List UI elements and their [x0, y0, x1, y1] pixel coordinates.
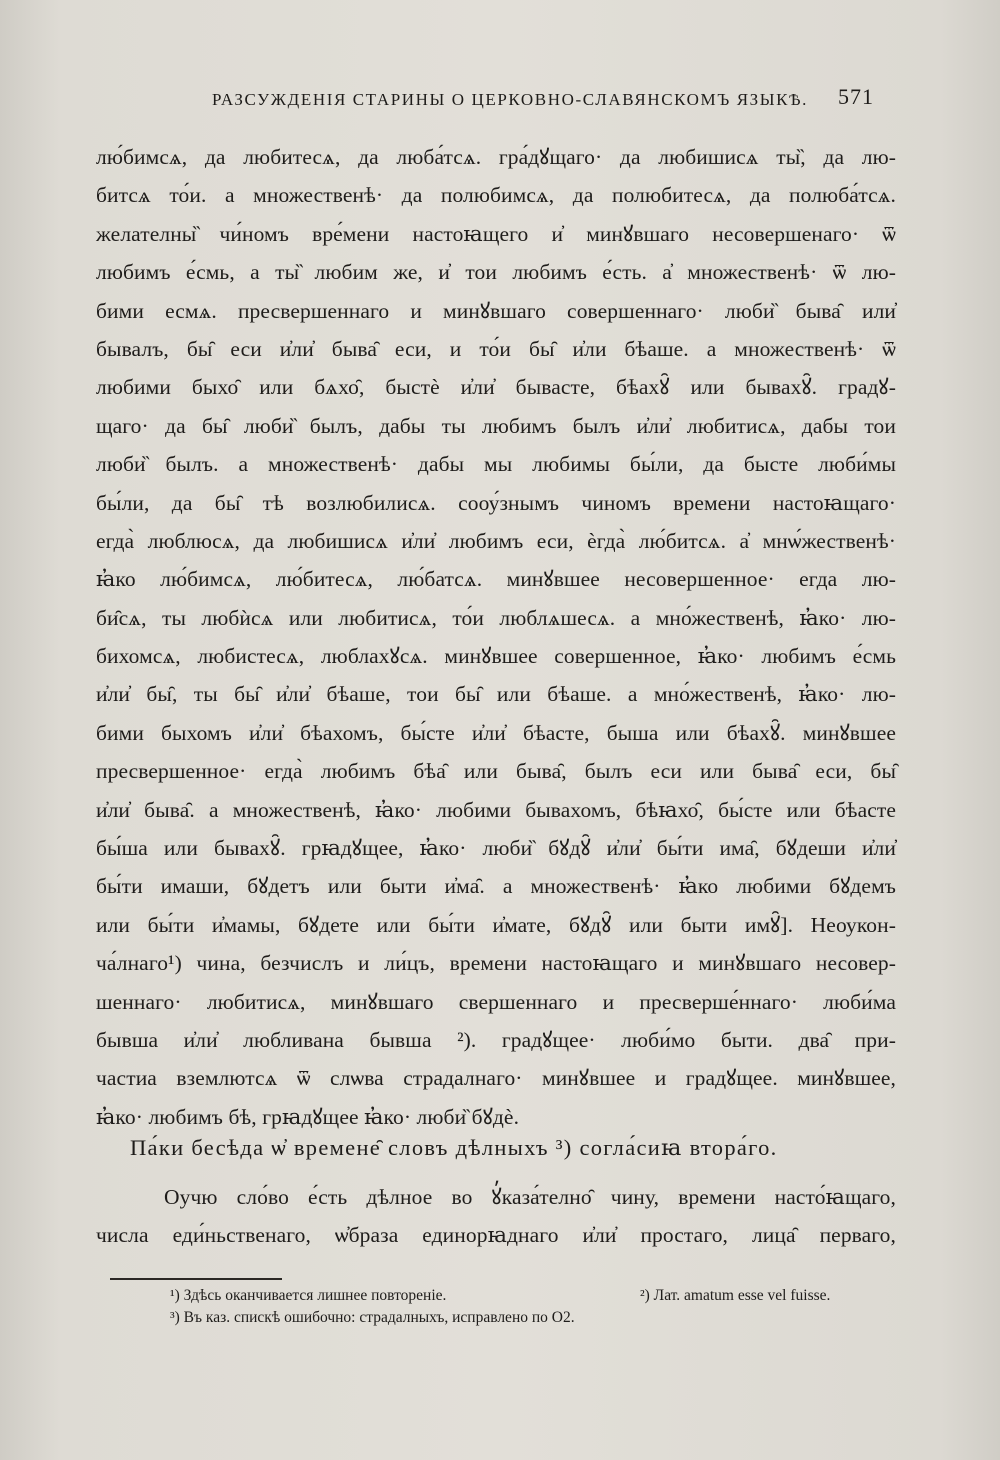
text-line: бы́ти имаши, бꙋдетъ или быти и̓ма̑. а множественѣ· ꙗ̓ко любими бꙋдемъ	[96, 874, 896, 899]
text-line: бими быхомъ и̓ли̓ бѣахомъ, бы́сте и̓ли̓ бѣасте, быша или бѣахꙋ̑. минꙋвшее	[96, 720, 896, 745]
text-line: битсѧ то́и. а множественѣ· да полюбимсѧ, да полюбитесѧ, да полюба́тсѧ.	[96, 183, 896, 208]
text-line: ча́лнаго¹) чина, безчислъ и ли́цъ, времени настоꙗщаго и минꙋвшаго несовер-	[96, 951, 896, 976]
text-line: бы́ли, да бы̑ тѣ возлюбилисѧ. сооу́знымъ чиномъ времени настоꙗщаго·	[96, 490, 896, 515]
text-line: бихомсѧ, любистесѧ, люблахꙋсѧ. минꙋвшее совершенное, ꙗ̓ко· любимъ е́смь	[96, 644, 896, 669]
text-line: пресвершенное· егда̀ любимъ бѣа̑ или быва̑, былъ еси или быва̑ еси, бы̑	[96, 759, 896, 784]
text-line: и̓ли̓ быва̑. а множественѣ, ꙗ̓ко· любими бывахомъ, бѣꙗхо̑, бы́сте или бѣасте	[96, 797, 896, 822]
second-paragraph	[96, 1178, 896, 1254]
text-line: лю́бимсѧ, да любитесѧ, да люба́тсѧ. гра́дꙋщаго· да любишисѧ ты̏, да лю-	[96, 145, 896, 169]
text-line: ꙗ̓ко· любимъ бѣ, грꙗдꙋщее ꙗ̓ко· люби̏ бꙋдѐ.	[96, 1104, 520, 1129]
text-line: егда̀ люблюсѧ, да любишисѧ и̓ли̓ любимъ еси, ѐгда̀ лю́битсѧ. а̓ мнѡ́жественѣ·	[96, 528, 896, 553]
text-line: бы́ша или бывахꙋ̑. грꙗдꙋщее, ꙗ̓ко· люби̏ бꙋдꙋ̑ и̓ли̓ бы́ти има̑, бꙋдеши и̓ли̓	[96, 836, 896, 861]
text-line: би̑сѧ, ты любѝсѧ или любитисѧ, то́и люблѧшесѧ. а мно́жественѣ, ꙗ̓ко· лю-	[96, 605, 896, 630]
text-line: щаго· да бы̑ люби̏ былъ, дабы ты любимъ былъ и̓ли̓ любитисѧ, дабы тои	[96, 413, 896, 438]
footnote-1: ¹) Здѣсь оканчивается лишнее повтореніе.	[170, 1287, 447, 1304]
text-line: и̓ли̓ бы̑, ты бы̑ и̓ли̓ бѣаше, тои бы̑ или бѣаше. а мно́жественѣ, ꙗ̓ко· лю-	[96, 682, 896, 707]
footnote-3: ³) Въ каз. спискѣ ошибочно: страдалныхъ, исправлено по О2.	[170, 1309, 575, 1326]
main-paragraph	[96, 138, 896, 1136]
text-line: любими быхо̑ или бѧхо̑, быстѐ и̓ли̓ бываcте, бѣахꙋ̑ или бывахꙋ̑. градꙋ-	[96, 375, 896, 400]
text-line: ꙗ̓ко лю́бимсѧ, лю́битесѧ, лю́батсѧ. минꙋвшее несовершенное· егда лю-	[96, 567, 896, 592]
page-number: 571	[838, 84, 874, 109]
text-line: частиа вземлютсѧ ѿ слѡва страдалнаго· минꙋвшее и градꙋщее. минꙋвшее,	[96, 1066, 896, 1091]
text-line: числа еди́ньственаго, ѡ̓браза единорꙗднаго и̓ли̓ простаго, лица̑ перваго,	[96, 1223, 896, 1247]
footnote-2: ²) Лат. amatum esse vel fuisse.	[640, 1287, 831, 1304]
text-line: желателны̏ чи́номъ вре́мени настоꙗщего и̓ минꙋвшаго несовершенаго· ѿ	[96, 221, 896, 246]
text-line: или бы́ти и̓мамы, бꙋдете или бы́ти и̓мате, бꙋдꙋ̑ или быти имꙋ̑]. Неоукон-	[96, 912, 896, 937]
text-line: шеннаго· любитисѧ, минꙋвшаго свершеннаго и пресверше́ннаго· люби́ма	[96, 989, 896, 1014]
footnote-divider	[110, 1278, 282, 1280]
text-line: бими есмѧ. пресвершеннаго и минꙋвшаго совершеннаго· люби̏ быва̑ или̓	[96, 298, 896, 323]
footnote-row	[170, 1285, 910, 1307]
text-line: люби̏ былъ. а множественѣ· дабы мы любимы бы́ли, да бысте люби́мы	[96, 452, 896, 477]
section-heading: Па́ки бесѣда ѡ̓ времене̑ словъ дѣлныхъ ³) согла́сиꙗ втора́го.	[130, 1135, 778, 1160]
text-line: Оучю сло́во е́сть дѣлное во ꙋ̓каза́телно̑ чину, времени насто́ꙗщаго,	[164, 1185, 896, 1209]
footnote-row	[170, 1307, 910, 1329]
running-title: РАЗСУЖДЕНІЯ СТАРИНЫ О ЦЕРКОВНО-СЛАВЯНСКОМЪ ЯЗЫКѢ.	[212, 90, 808, 109]
text-line: любимъ е́смь, а ты̏ любим же, и̓ тои любимъ е́сть. а̓ множественѣ· ѿ лю-	[96, 260, 896, 285]
text-line: бывалъ, бы̑ еси и̓ли̓ быва̑ еси, и то́и бы̑ и̓ли бѣаше. а множественѣ· ѿ	[96, 336, 896, 361]
footnotes	[170, 1285, 910, 1329]
text-line: бывша и̓ли̓ любливана бывша ²). градꙋщее· люби́мо быти. два̑ при-	[96, 1027, 896, 1052]
